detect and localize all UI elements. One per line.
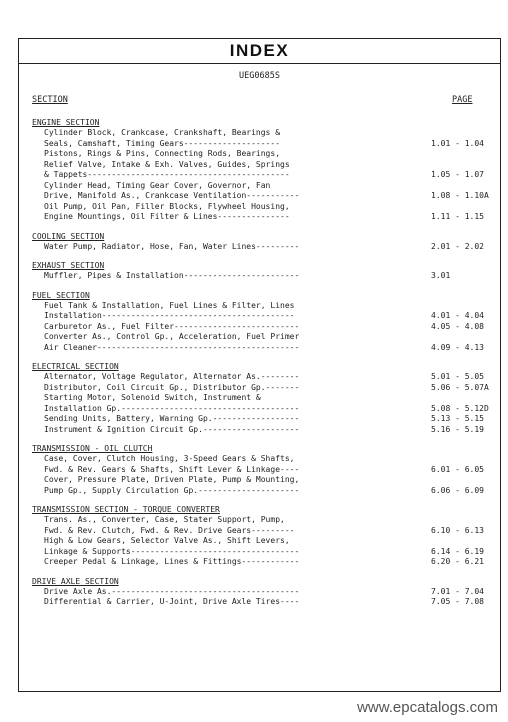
entry-page-range: 7.05 - 7.08 (431, 597, 484, 606)
entry-text: Alternator, Voltage Regulator, Alternator As.-------- (44, 372, 300, 381)
index-entry (19, 128, 500, 139)
index-entry (19, 475, 500, 486)
entry-text: Drive, Manifold As., Crankcase Ventilation----------- (44, 191, 300, 200)
entry-page-range: 5.13 - 5.15 (431, 414, 484, 423)
entry-text: Trans. As., Converter, Case, Stater Support, Pump, (44, 515, 285, 524)
index-entry (19, 212, 500, 223)
entry-text: Instrument & Ignition Circuit Gp.-------------------- (44, 424, 300, 434)
section-title: ENGINE SECTION (32, 118, 100, 127)
index-section (19, 576, 500, 608)
index-entry (19, 404, 500, 415)
entry-page-range: 6.14 - 6.19 (431, 546, 484, 556)
entry-text: Seals, Camshaft, Timing Gears-------------------- (44, 138, 281, 148)
entry-text: Pump Gp., Supply Circulation Gp.--------------------- (44, 485, 300, 495)
index-page (18, 38, 501, 692)
entry-text: Cylinder Head, Timing Gear Cover, Governor, Fan (44, 180, 271, 190)
index-entry (19, 191, 500, 202)
index-section (19, 443, 500, 496)
entry-text: Drive Axle As.--------------------------------------- (44, 586, 300, 596)
entry-text: Cylinder Block, Crankcase, Crankshaft, Bearings & (44, 128, 281, 137)
entry-text: Installation---------------------------------------- (44, 311, 295, 320)
entry-page-range: 7.01 - 7.04 (431, 586, 484, 596)
section-title: COOLING SECTION (32, 231, 105, 241)
index-entry (19, 597, 500, 608)
entry-page-range: 4.01 - 4.04 (431, 311, 484, 320)
index-section (19, 231, 500, 253)
entry-page-range: 5.06 - 5.07A (431, 382, 489, 392)
entry-text: Water Pump, Radiator, Hose, Fan, Water Lines--------- (44, 241, 300, 251)
index-entry (19, 311, 500, 322)
index-entry (19, 425, 500, 436)
entry-text: Pistons, Rings & Pins, Connecting Rods, Bearings, (44, 149, 281, 158)
index-entry (19, 414, 500, 425)
entry-page-range: 4.09 - 4.13 (431, 342, 484, 352)
index-entry (19, 587, 500, 598)
index-entry (19, 332, 500, 343)
entry-text: Fwd. & Rev. Gears & Shafts, Shift Lever & Linkage---- (44, 464, 300, 474)
index-entry (19, 465, 500, 476)
website-watermark: www.epcatalogs.com (357, 699, 498, 716)
index-section (19, 504, 500, 568)
entry-page-range: 6.06 - 6.09 (431, 485, 484, 495)
index-entry (19, 383, 500, 394)
entry-page-range: 1.08 - 1.10A (431, 191, 489, 200)
entry-text: Fwd. & Rev. Clutch, Fwd. & Rev. Drive Gears--------- (44, 525, 295, 535)
entry-text: Muffler, Pipes & Installation------------------------ (44, 271, 300, 280)
entry-text: Air Cleaner------------------------------------------ (44, 342, 300, 352)
index-entry (19, 486, 500, 497)
section-title: TRANSMISSION - OIL CLUTCH (32, 444, 153, 453)
entry-text: Oil Pump, Oil Pan, Filler Blocks, Flywheel Housing, (44, 201, 290, 211)
index-entry (19, 202, 500, 213)
index-entry (19, 526, 500, 537)
entry-text: Converter As., Control Gp., Acceleration, Fuel Primer (44, 332, 300, 341)
document-code: UEG0685S (239, 71, 280, 81)
entry-text: Case, Cover, Clutch Housing, 3-Speed Gears & Shafts, (44, 454, 295, 463)
entry-text: Creeper Pedal & Linkage, Lines & Fittings------------ (44, 557, 300, 566)
entry-page-range: 6.20 - 6.21 (431, 557, 484, 566)
index-entry (19, 322, 500, 333)
index-content (19, 117, 500, 616)
entry-page-range: 1.01 - 1.04 (431, 138, 484, 148)
entry-page-range: 4.05 - 4.08 (431, 321, 484, 331)
index-entry (19, 343, 500, 354)
index-section (19, 117, 500, 223)
section-title: DRIVE AXLE SECTION (32, 576, 119, 586)
section-title: FUEL SECTION (32, 290, 90, 300)
index-entry (19, 557, 500, 568)
entry-page-range: 5.01 - 5.05 (431, 372, 484, 381)
entry-page-range: 1.05 - 1.07 (431, 170, 484, 179)
entry-text: Relief Valve, Intake & Exh. Valves, Guides, Springs (44, 159, 290, 169)
page-column-header: PAGE (452, 95, 473, 105)
index-entry (19, 515, 500, 526)
entry-text: Differential & Carrier, U-Joint, Drive Axle Tires---- (44, 597, 300, 606)
entry-page-range: 6.10 - 6.13 (431, 525, 484, 535)
entry-text: Starting Motor, Solenoid Switch, Instrument & (44, 393, 261, 402)
index-entry (19, 393, 500, 404)
index-entry (19, 301, 500, 312)
entry-text: & Tappets------------------------------------------ (44, 170, 290, 179)
index-section (19, 290, 500, 354)
entry-text: Carburetor As., Fuel Filter-------------------------- (44, 321, 300, 331)
entry-text: Installation Gp.------------------------------------- (44, 403, 300, 413)
entry-text: Cover, Pressure Plate, Driven Plate, Pump & Mounting, (44, 475, 300, 484)
entry-text: Distributor, Coil Circuit Gp., Distributor Gp.------- (44, 382, 300, 392)
index-entry (19, 271, 500, 282)
section-title: TRANSMISSION SECTION - TORQUE CONVERTER (32, 505, 220, 514)
index-entry (19, 170, 500, 181)
entry-page-range: 1.11 - 1.15 (431, 212, 484, 221)
section-column-header: SECTION (32, 95, 68, 105)
entry-page-range: 5.16 - 5.19 (431, 424, 484, 434)
section-title: EXHAUST SECTION (32, 261, 105, 270)
index-entry (19, 454, 500, 465)
index-entry (19, 547, 500, 558)
index-entry (19, 139, 500, 150)
entry-text: Linkage & Supports----------------------------------- (44, 546, 300, 556)
index-entry (19, 181, 500, 192)
entry-page-range: 2.01 - 2.02 (431, 241, 484, 251)
entry-text: High & Low Gears, Selector Valve As., Shift Levers, (44, 536, 290, 545)
page-title: INDEX (19, 39, 500, 64)
entry-text: Sending Units, Battery, Warning Gp.------------------ (44, 414, 300, 423)
entry-text: Fuel Tank & Installation, Fuel Lines & Filter, Lines (44, 300, 295, 310)
entry-page-range: 6.01 - 6.05 (431, 464, 484, 474)
entry-page-range: 3.01 (431, 271, 451, 280)
index-entry (19, 149, 500, 160)
index-entry (19, 160, 500, 171)
index-entry (19, 372, 500, 383)
index-section (19, 361, 500, 435)
index-entry (19, 536, 500, 547)
index-section (19, 260, 500, 282)
section-title: ELECTRICAL SECTION (32, 362, 119, 371)
entry-page-range: 5.08 - 5.12D (431, 403, 489, 413)
index-entry (19, 242, 500, 253)
entry-text: Engine Mountings, Oil Filter & Lines--------------- (44, 212, 290, 221)
